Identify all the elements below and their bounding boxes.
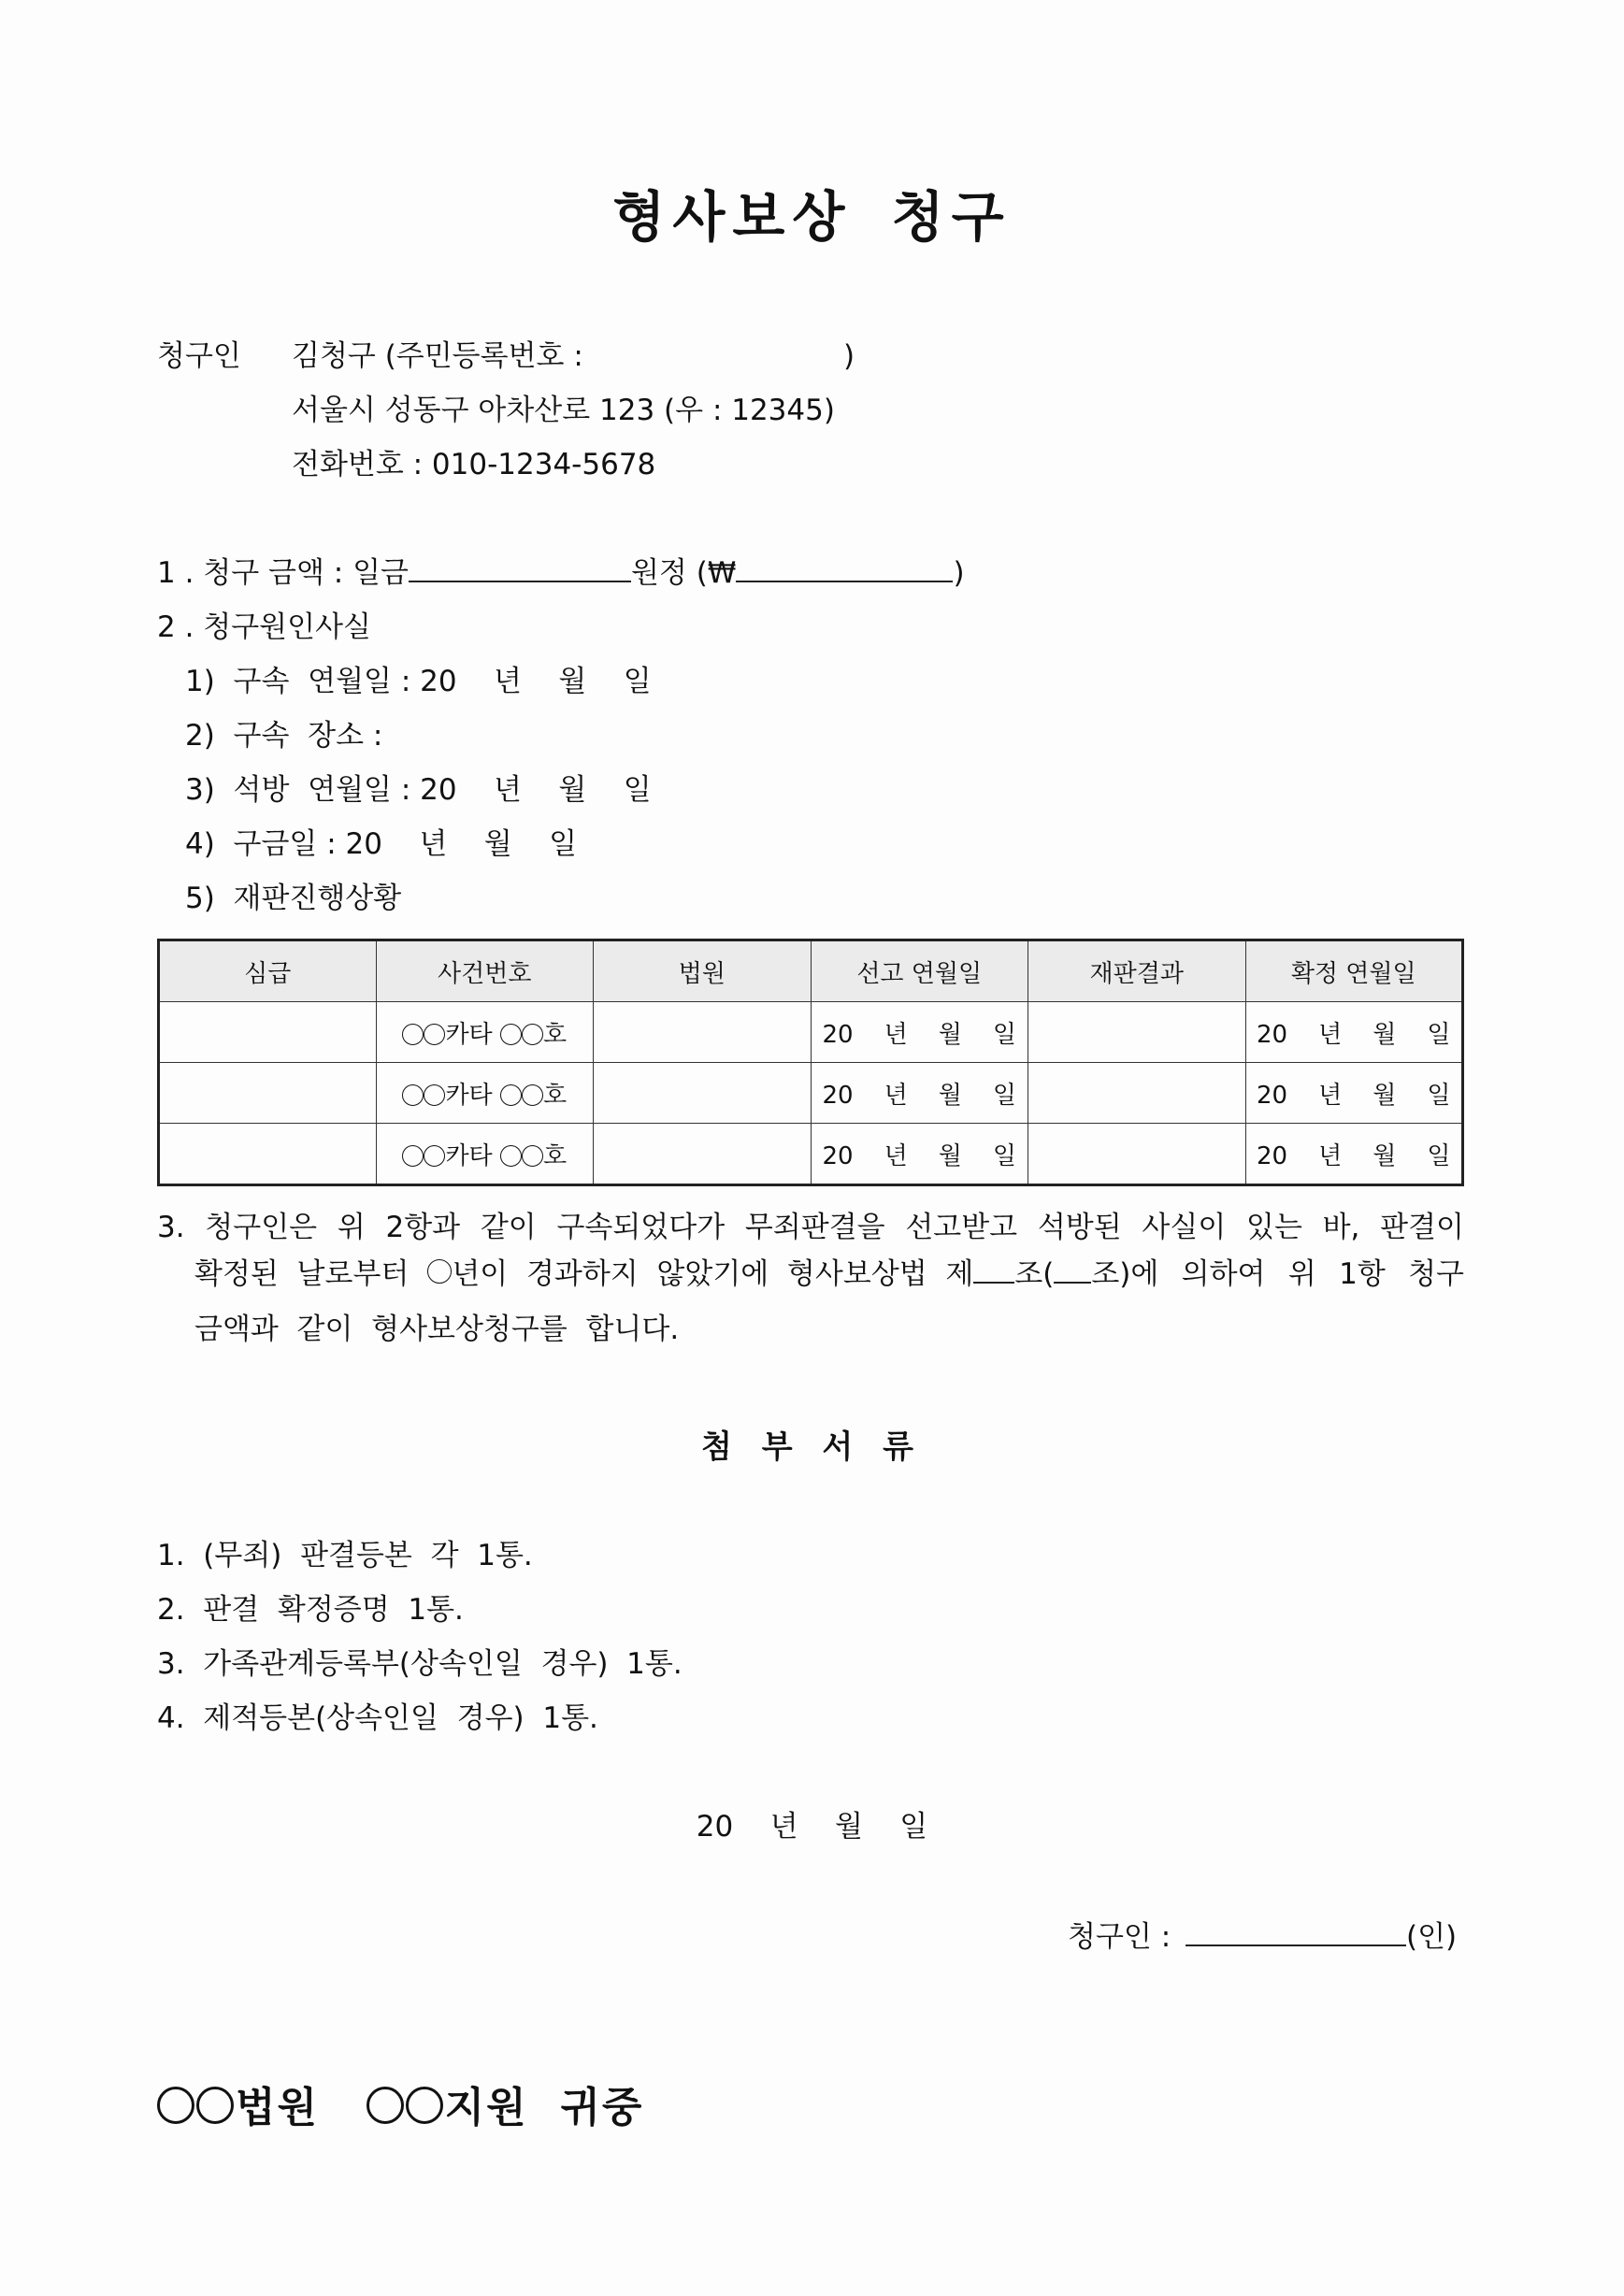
branch-circle — [406, 2087, 443, 2124]
table-header-row — [159, 940, 1463, 1002]
document-title: 형사보상 청구 — [612, 185, 1012, 249]
cell-confirm-date[interactable]: 20 년 월 일 — [1245, 1124, 1463, 1185]
p3-law-text: 년이 경과하지 않았기에 형사보상법 제 — [452, 1257, 974, 1291]
cell-sentence-date[interactable]: 20 년 월 일 — [811, 1002, 1028, 1063]
attachment-item: 1. (무죄) 판결등본 각 1통. — [157, 1539, 533, 1572]
document-date: 20 년 월 일 — [696, 1810, 928, 1844]
cell-court[interactable] — [594, 1002, 812, 1063]
cell-court[interactable] — [594, 1063, 812, 1124]
court-circle — [196, 2087, 234, 2124]
claimant-name-line: 김청구 (주민등록번호 : — [292, 339, 583, 373]
court-addressee — [157, 2074, 643, 2133]
signature-line — [1068, 1918, 1457, 1956]
claimant-label: 청구인 — [157, 339, 241, 373]
attachment-item: 2. 판결 확정증명 1통. — [157, 1593, 464, 1627]
claimant-phone: 전화번호 : 010-1234-5678 — [292, 448, 656, 481]
article-blank[interactable] — [973, 1256, 1014, 1284]
article-blank-2[interactable] — [1054, 1256, 1091, 1284]
cell-sentence-date[interactable]: 20 년 월 일 — [811, 1124, 1028, 1185]
cell-trial-result[interactable] — [1028, 1002, 1246, 1063]
cell-instance[interactable] — [159, 1002, 377, 1063]
branch-circle — [366, 2087, 404, 2124]
attachments-title: 첨 부 서 류 — [701, 1428, 923, 1466]
p3-from-date: 확정된 날로부터 — [194, 1257, 410, 1291]
cell-sentence-date[interactable]: 20 년 월 일 — [811, 1063, 1028, 1124]
signature-blank[interactable] — [1186, 1918, 1406, 1946]
attachment-item: 4. 제적등본(상속인일 경우) 1통. — [157, 1701, 598, 1735]
seal-mark: (인) — [1406, 1920, 1458, 1954]
header-instance: 심급 — [159, 940, 377, 1002]
amount-number-blank[interactable] — [736, 554, 953, 582]
claim-amount-line — [157, 554, 965, 592]
header-trial-result: 재판결과 — [1028, 940, 1246, 1002]
amount-close: ) — [953, 556, 965, 590]
cell-trial-result[interactable] — [1028, 1124, 1246, 1185]
table-row — [159, 1124, 1463, 1185]
cell-confirm-date[interactable]: 20 년 월 일 — [1245, 1063, 1463, 1124]
header-case-number: 사건번호 — [376, 940, 594, 1002]
signature-label: 청구인 : — [1068, 1920, 1171, 1954]
header-sentence-date: 선고 연월일 — [811, 940, 1028, 1002]
trial-progress-table — [157, 939, 1464, 1186]
detention-date: 1) 구속 연월일 : 20 년 월 일 — [185, 665, 652, 698]
cell-instance[interactable] — [159, 1124, 377, 1185]
court-label: 법원 — [236, 2084, 320, 2131]
paragraph-3-line1: 3. 청구인은 위 2항과 같이 구속되었다가 무죄판결을 선고받고 석방된 사실이 있는 바, 판결이 — [157, 1211, 1464, 1244]
cause-title: 2 . 청구원인사실 — [157, 610, 371, 644]
header-court: 법원 — [594, 940, 812, 1002]
cell-confirm-date[interactable]: 20 년 월 일 — [1245, 1002, 1463, 1063]
detention-place: 2) 구속 장소 : — [185, 719, 383, 753]
branch-label: 지원 귀중 — [444, 2084, 644, 2131]
table-row — [159, 1002, 1463, 1063]
custody-date: 4) 구금일 : 20 년 월 일 — [185, 827, 578, 861]
claim-amount-label: 1 . 청구 금액 : 일금 — [157, 556, 409, 590]
p3-article-close: 조)에 의하여 위 1항 청구 — [1091, 1257, 1464, 1291]
cell-case-number[interactable]: 카타 호 — [376, 1002, 594, 1063]
attachment-item: 3. 가족관계등록부(상속인일 경우) 1통. — [157, 1647, 683, 1681]
paragraph-3-line2 — [194, 1256, 1464, 1293]
claimant-name-close: ) — [843, 339, 855, 373]
cell-case-number[interactable]: 카타 호 — [376, 1063, 594, 1124]
claimant-address: 서울시 성동구 아차산로 123 (우 : 12345) — [292, 394, 835, 427]
paragraph-3-line3: 금액과 같이 형사보상청구를 합니다. — [194, 1313, 680, 1346]
cell-case-number[interactable]: 카타 호 — [376, 1124, 594, 1185]
table-row — [159, 1063, 1463, 1124]
year-count-circle — [427, 1259, 452, 1284]
cell-instance[interactable] — [159, 1063, 377, 1124]
court-circle — [157, 2087, 194, 2124]
amount-words-blank[interactable] — [409, 554, 631, 582]
amount-mid-label: 원정 (₩ — [630, 556, 737, 590]
p3-article-open: 조( — [1014, 1257, 1055, 1291]
cell-court[interactable] — [594, 1124, 812, 1185]
trial-status: 5) 재판진행상황 — [185, 882, 402, 915]
header-confirm-date: 확정 연월일 — [1245, 940, 1463, 1002]
cell-trial-result[interactable] — [1028, 1063, 1246, 1124]
release-date: 3) 석방 연월일 : 20 년 월 일 — [185, 773, 652, 807]
